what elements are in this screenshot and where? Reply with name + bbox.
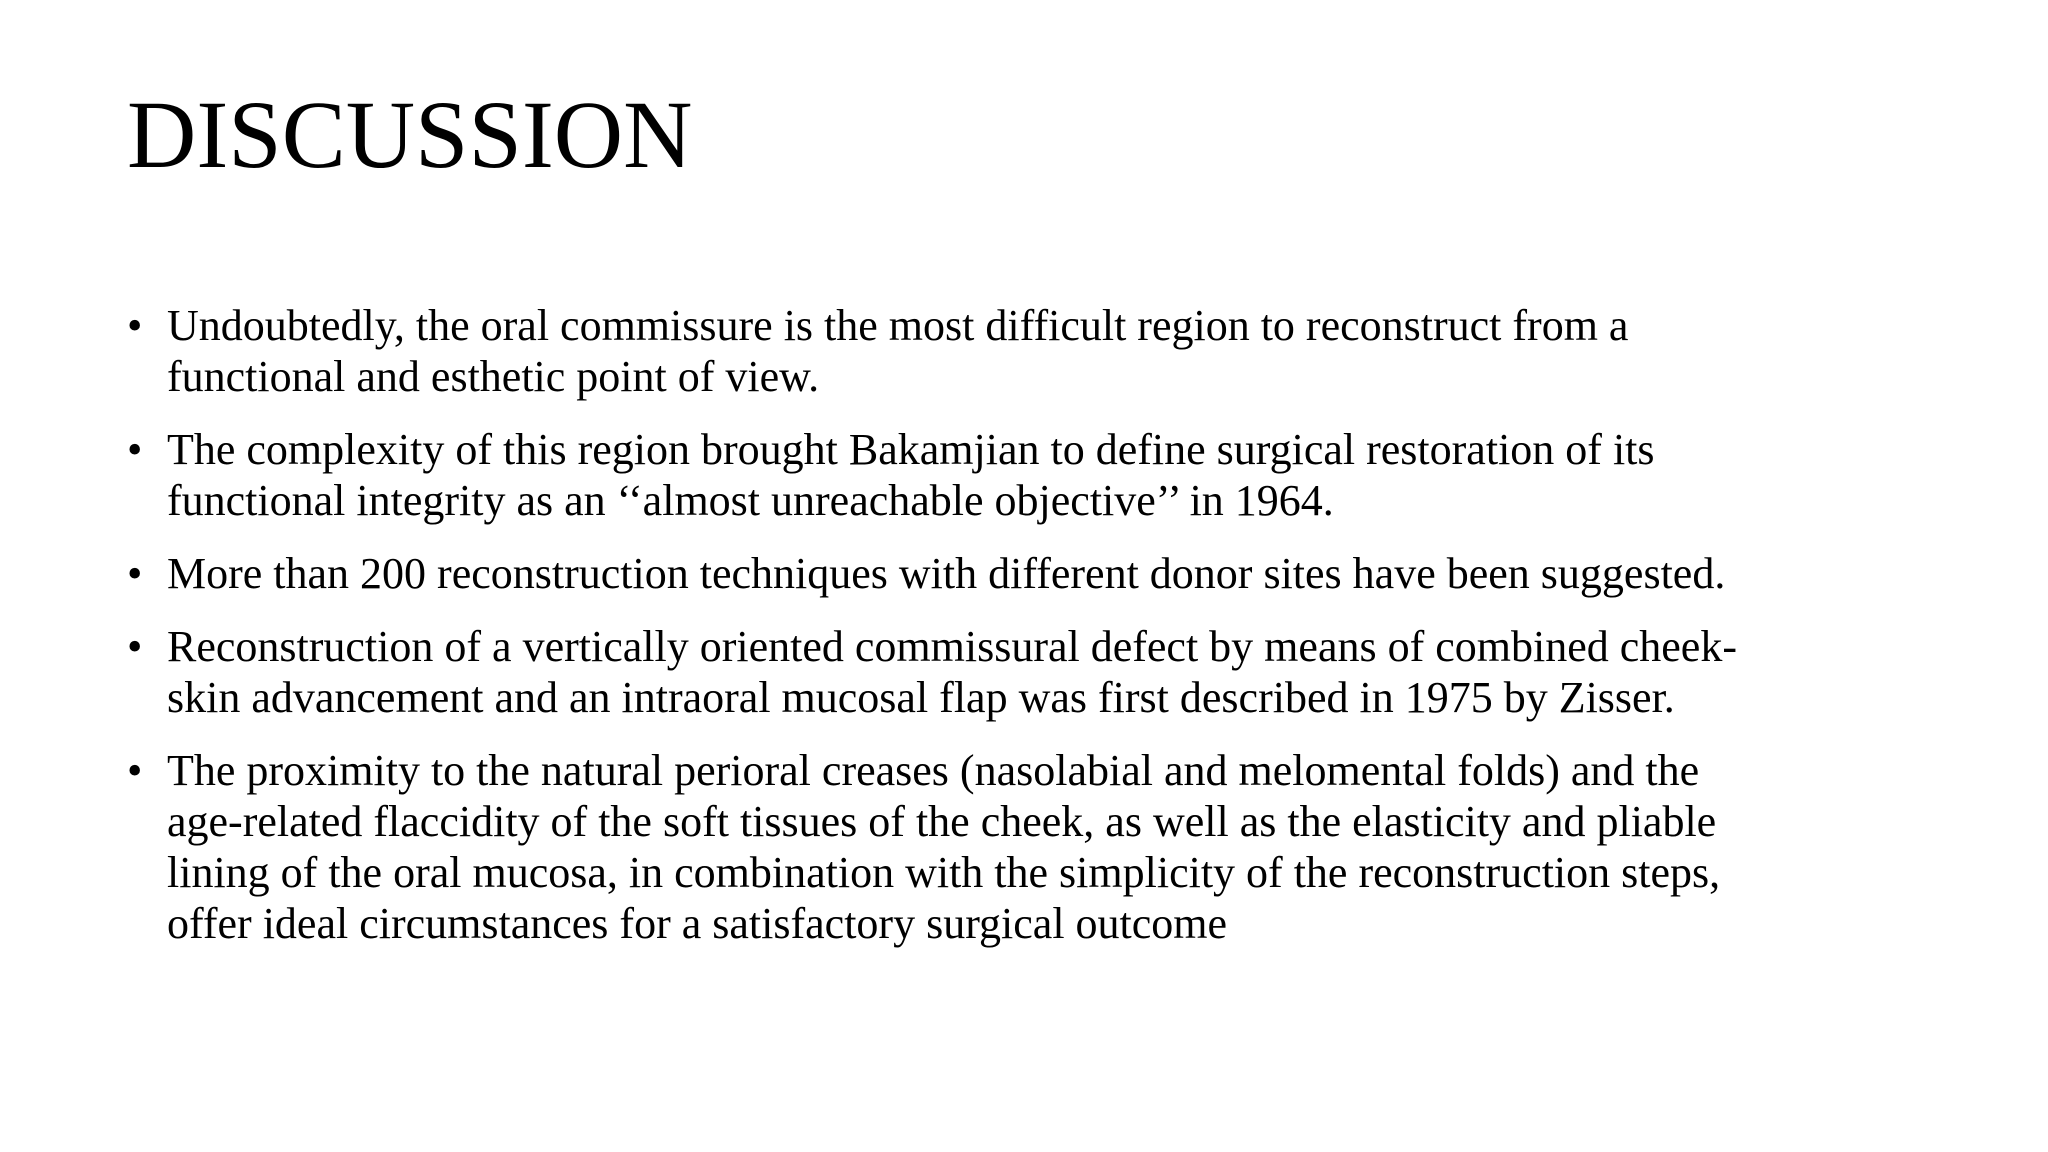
bullet-line: Undoubtedly, the oral commissure is the most difficult region to reconstruct from a [167,301,1629,350]
bullet-line: The proximity to the natural perioral creases (nasolabial and melomental folds) and the [167,746,1700,795]
bullet-item [127,300,1887,402]
bullet-line: offer ideal circumstances for a satisfactory surgical outcome [167,899,1228,948]
bullet-line: Reconstruction of a vertically oriented commissural defect by means of combined cheek- [167,622,1737,671]
bullet-dot: • [127,622,143,671]
bullet-line: lining of the oral mucosa, in combination with the simplicity of the reconstruction steps, [167,848,1721,897]
bullet-list [127,300,1887,971]
bullet-line: skin advancement and an intraoral mucosal flap was first described in 1975 by Zisser. [167,673,1675,722]
bullet-item [127,424,1887,526]
bullet-line: functional integrity as an ‘‘almost unreachable objective’’ in 1964. [167,476,1334,525]
bullet-line: The complexity of this region brought Bakamjian to define surgical restoration of its [167,425,1655,474]
bullet-line: functional and esthetic point of view. [167,352,820,401]
bullet-dot: • [127,425,143,474]
bullet-item [127,745,1887,949]
bullet-dot: • [127,549,143,598]
slide-title: DISCUSSION [127,81,693,188]
bullet-line: More than 200 reconstruction techniques with different donor sites have been suggested. [167,549,1726,598]
bullet-item [127,548,1887,599]
bullet-line: age-related flaccidity of the soft tissues of the cheek, as well as the elasticity and pliable [167,797,1717,846]
bullet-item [127,621,1887,723]
bullet-dot: • [127,746,143,795]
bullet-dot: • [127,301,143,350]
